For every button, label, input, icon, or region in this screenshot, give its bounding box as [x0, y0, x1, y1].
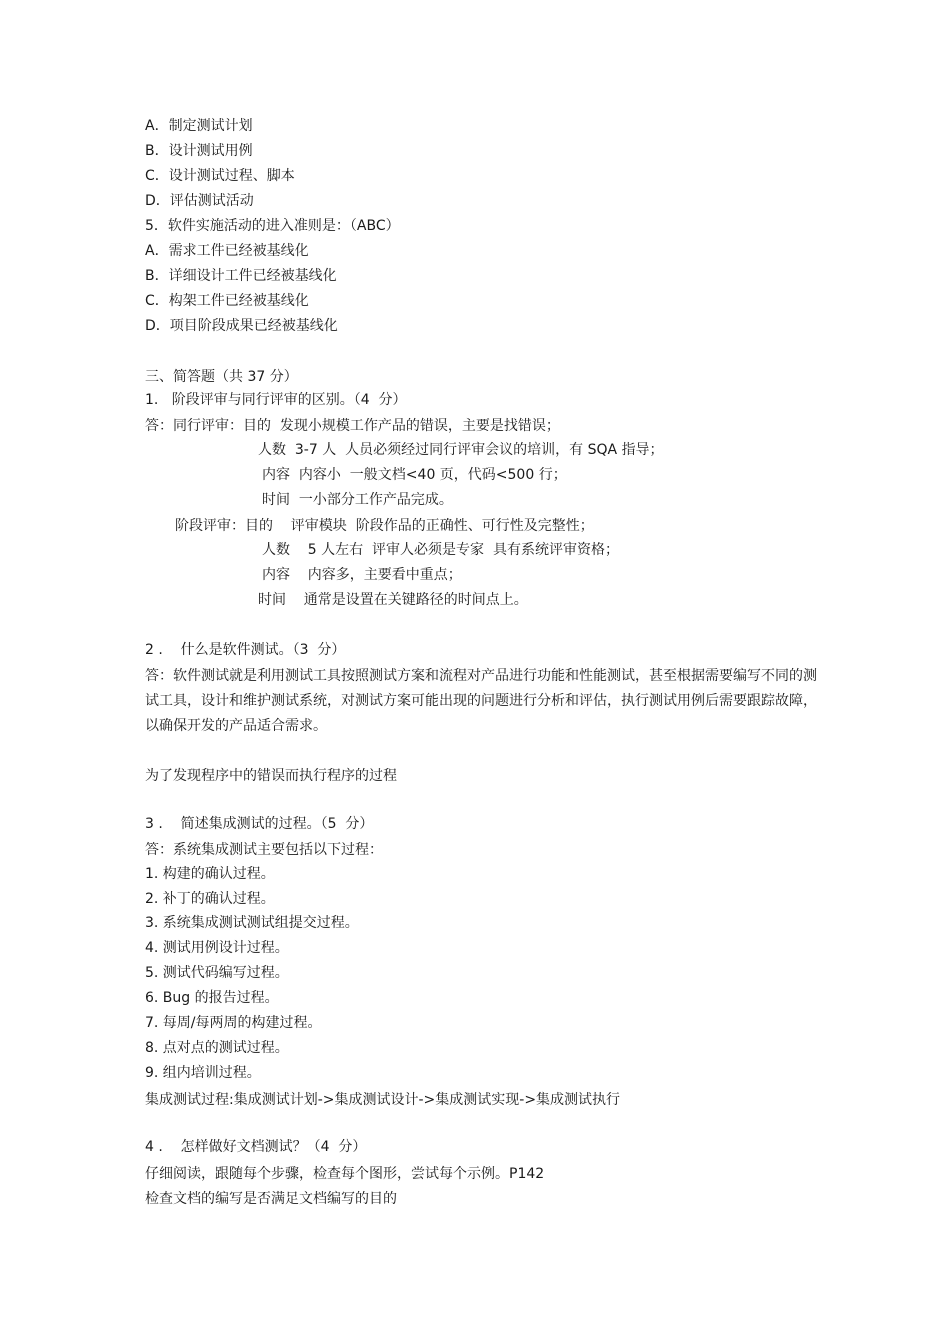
sa3-step-8: 8. 点对点的测试过程。	[145, 1040, 289, 1056]
sa2-question: 2 . 什么是软件测试。（3 分）	[145, 642, 346, 658]
option-d: D．评估测试活动	[145, 193, 254, 209]
sa4-question: 4 . 怎样做好文档测试？（4 分）	[145, 1139, 367, 1155]
sa1-phase-time: 时间 通常是设置在关键路径的时间点上。	[258, 592, 528, 608]
question-5: 5．软件实施活动的进入准则是：（ABC）	[145, 218, 400, 234]
sa2-answer: 答：软件测试就是利用测试工具按照测试方案和流程对产品进行功能和性能测试，甚至根据需要编写不同的测试工具，设计和维护测试系统，对测试方案可能出现的问题进行分析和评估，执行测试用例后需要跟踪故障，以确保开发的产品适合需求。	[145, 668, 817, 734]
sa3-step-3: 3. 系统集成测试测试组提交过程。	[145, 915, 359, 931]
sa1-peer-purpose: 答：同行评审：目的 发现小规模工作产品的错误，主要是找错误；	[145, 418, 560, 434]
sa3-step-6: 6. Bug 的报告过程。	[145, 990, 279, 1006]
sa1-peer-content: 内容 内容小 一般文档<40 页，代码<500 行；	[262, 467, 567, 483]
q5-option-d: D．项目阶段成果已经被基线化	[145, 318, 338, 334]
section-title: 三、简答题（共 37 分）	[145, 369, 298, 385]
q5-option-c: C．构架工件已经被基线化	[145, 293, 309, 309]
sa3-step-4: 4. 测试用例设计过程。	[145, 940, 289, 956]
option-b: B．设计测试用例	[145, 143, 253, 159]
option-c: C．设计测试过程、脚本	[145, 168, 295, 184]
sa3-step-9: 9. 组内培训过程。	[145, 1065, 261, 1081]
option-a: A．制定测试计划	[145, 118, 253, 134]
sa3-step-1: 1. 构建的确认过程。	[145, 866, 275, 882]
sa4-answer-2: 检查文档的编写是否满足文档编写的目的	[145, 1191, 397, 1207]
sa3-step-5: 5. 测试代码编写过程。	[145, 965, 289, 981]
q5-option-b: B．详细设计工件已经被基线化	[145, 268, 337, 284]
sa3-summary: 集成测试过程:集成测试计划->集成测试设计->集成测试实现->集成测试执行	[145, 1092, 621, 1108]
sa1-phase-people: 人数 5 人左右 评审人必须是专家 具有系统评审资格；	[262, 542, 619, 558]
sa1-phase-purpose: 阶段评审：目的 评审模块 阶段作品的正确性、可行性及完整性；	[175, 518, 594, 534]
sa4-answer-1: 仔细阅读，跟随每个步骤，检查每个图形，尝试每个示例。P142	[145, 1166, 545, 1182]
sa1-question: 1. 阶段评审与同行评审的区别。（4 分）	[145, 392, 407, 408]
sa2-note: 为了发现程序中的错误而执行程序的过程	[145, 768, 397, 784]
sa1-peer-people: 人数 3-7 人 人员必须经过同行评审会议的培训，有 SQA 指导；	[258, 442, 664, 458]
sa3-step-7: 7. 每周/每两周的构建过程。	[145, 1015, 322, 1031]
q5-option-a: A．需求工件已经被基线化	[145, 243, 309, 259]
sa1-peer-time: 时间 一小部分工作产品完成。	[262, 492, 453, 508]
sa3-intro: 答：系统集成测试主要包括以下过程：	[145, 842, 383, 858]
sa3-question: 3 . 简述集成测试的过程。（5 分）	[145, 816, 374, 832]
sa1-phase-content: 内容 内容多，主要看中重点；	[262, 567, 462, 583]
sa3-step-2: 2. 补丁的确认过程。	[145, 891, 275, 907]
